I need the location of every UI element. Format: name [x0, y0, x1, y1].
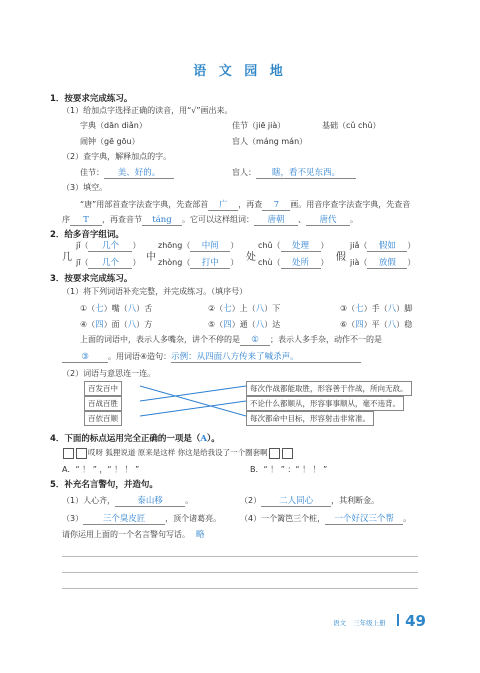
blank-square — [63, 448, 74, 459]
idiom-answer: 四 — [355, 320, 364, 330]
radical-answer: 广 — [208, 198, 238, 211]
s1-fill-line-2 — [62, 213, 358, 226]
pinyin: jī（ — [76, 258, 89, 267]
idiom-4 — [80, 318, 152, 330]
idiom-answer: 八 — [127, 320, 137, 330]
match-line-1 — [140, 386, 246, 416]
paren: ） — [407, 241, 416, 250]
word-answer-1: 唐朝 — [254, 213, 298, 226]
mang-label: 盲人： — [232, 168, 256, 177]
proverb-text: （2） — [240, 496, 262, 505]
idiom-answer: 八 — [387, 320, 397, 330]
writing-line-1 — [62, 556, 418, 557]
idiom-text: ⑤（ — [208, 320, 224, 329]
line-text: 。用词语④造句： — [108, 352, 172, 361]
footer-grade: 三年级上册 — [353, 619, 386, 627]
paren: ） — [230, 258, 239, 267]
idiom-3 — [340, 302, 412, 314]
line-text: ；表示人多手杂，动作不一的是 — [270, 335, 382, 344]
word-answer: 处所 — [281, 256, 321, 269]
punctuation-sentence — [62, 447, 294, 459]
fill-text: 。它可以这样组词： — [182, 215, 254, 224]
footer-subject: 语文 — [333, 619, 346, 627]
proverb-2 — [240, 494, 379, 507]
word-answer: 中间 — [190, 239, 230, 252]
footer-divider — [397, 614, 399, 626]
s1-jia — [80, 166, 174, 179]
idiom-answer: 八 — [127, 304, 137, 314]
s1-fill-line-1 — [80, 198, 410, 211]
idiom-answer: 八 — [255, 320, 265, 330]
select-answer-2: ③ — [62, 352, 108, 363]
s3-q1: （1）将下列词语补充完整，并完成练习。（填序号） — [62, 287, 248, 296]
letter-answer: T — [70, 215, 102, 226]
proverb-text: （4）一个篱笆三个桩， — [240, 514, 326, 523]
jia-answer: 美、好的。 — [104, 166, 174, 179]
proverb-answer: 泰山移 — [115, 494, 185, 507]
word-answer: 假如 — [367, 239, 407, 252]
s1-q1: （1）给加点字选择正确的读音，用“√”画出来。 — [62, 106, 233, 115]
paren: ） — [320, 241, 329, 250]
proverb-answer: 略 — [196, 530, 205, 540]
idiom-answer: 八 — [255, 304, 265, 314]
stroke-answer: 7 — [262, 200, 290, 211]
proverb-3 — [62, 512, 221, 525]
s1-r1b: 佳节（jiē jià） — [232, 121, 286, 130]
word-answer-2: 唐代 — [306, 213, 350, 226]
pinyin: chù（ — [258, 258, 281, 267]
writing-line-2 — [62, 572, 418, 573]
fill-text: 画。用音序查字法查字典，先查音 — [290, 200, 411, 209]
fill-text: “唐”用部首查字法查字典，先查部首 — [80, 200, 209, 209]
idiom-text: ）面（ — [103, 320, 128, 329]
char-ji: 几 — [62, 252, 72, 263]
idiom-text: ）嘴（ — [103, 304, 128, 313]
writing-line-3 — [62, 588, 418, 589]
proverb-answer: 二人同心 — [261, 494, 331, 507]
word-answer: 几个 — [88, 239, 132, 252]
s1-r1c: 基础（cǔ chǔ） — [322, 121, 381, 130]
s3-line-2 — [62, 350, 361, 363]
fill-text: ，再查音节 — [102, 215, 142, 224]
section-2-heading: 2．给多音字组词。 — [50, 230, 124, 240]
proverb-text: （1）人心齐， — [62, 496, 116, 505]
match-line-2 — [140, 386, 246, 401]
s1-q2: （2）查字典，解释加点的字。 — [62, 152, 172, 161]
footer-info — [333, 618, 386, 627]
idiom-text: ②（ — [208, 304, 224, 313]
proverb-text: 。 — [403, 514, 412, 523]
fill-text: ，再查 — [238, 200, 263, 209]
match-right-1: 每次作战都能取胜，形容善于作战，所向无敌。 — [246, 381, 412, 396]
fill-text: 序 — [62, 215, 70, 224]
idiom-text: ⑥（ — [340, 320, 356, 329]
proverb-text: 。 — [185, 496, 194, 505]
idiom-1 — [80, 302, 152, 314]
idiom-text: ）通（ — [231, 320, 256, 329]
pinyin: jià（ — [350, 258, 368, 267]
idiom-text: ）手（ — [363, 304, 388, 313]
s3-line-1 — [80, 334, 382, 346]
section-4-heading — [50, 432, 220, 444]
fill-text: 、 — [298, 215, 306, 224]
fill-text: 。 — [350, 215, 358, 224]
proverb-answer: 一个好汉三个帮 — [325, 512, 403, 525]
s1-r2a: 闹钟（gē gōu） — [80, 137, 140, 146]
blank-square — [76, 448, 87, 459]
match-lines — [140, 380, 246, 426]
char-chu: 处 — [246, 252, 256, 263]
paren: ） — [407, 258, 416, 267]
pinyin: zhōng（ — [158, 241, 191, 250]
proverb-text: ，其利断金。 — [331, 496, 380, 505]
char-zhong: 中 — [146, 252, 156, 263]
word-answer: 几个 — [88, 256, 132, 269]
proverb-4 — [240, 512, 411, 525]
select-answer-1: ① — [240, 335, 270, 346]
option-b: B．“ ！ ” ：“ ！ ！ ” — [250, 465, 328, 474]
match-right-2: 不论什么都顺从，形容事事顺从，毫不违背。 — [246, 396, 404, 411]
idiom-text: ）上（ — [231, 304, 256, 313]
section-5-heading: 5．补充名言警句，并造句。 — [50, 480, 158, 490]
match-left-2: 百战百胜 — [84, 396, 122, 411]
idiom-answer: 四 — [223, 320, 232, 330]
s4-answer: A — [200, 434, 208, 444]
sentence-answer: 示例：从四面八方传来了喊杀声。 — [171, 350, 361, 363]
s1-mang — [232, 166, 356, 179]
idiom-text: ）稳 — [396, 320, 413, 329]
idiom-answer: 四 — [95, 320, 104, 330]
char-jia: 假 — [336, 252, 346, 263]
idiom-text: ）脚 — [396, 304, 413, 313]
idiom-5 — [208, 318, 280, 330]
proverb-1 — [62, 494, 193, 507]
idiom-text: ④（ — [80, 320, 96, 329]
proverb-text: 请你运用上面的一个名言警句写话。 — [62, 530, 190, 539]
idiom-text: ）舌 — [136, 304, 153, 313]
proverb-text: （3） — [62, 514, 84, 523]
s4-heading-close: ）。 — [207, 434, 220, 444]
idiom-answer: 八 — [387, 304, 397, 314]
match-left-1: 百发百中 — [84, 381, 122, 396]
s1-q3: （3）填空。 — [62, 183, 108, 192]
paren: ） — [132, 241, 141, 250]
paren: ） — [230, 241, 239, 250]
word-answer: 打中 — [190, 256, 230, 269]
sentence-text: 哎呀 狐狸说道 原来是这样 你这是给我设了一个圈套啊 — [88, 448, 268, 457]
page-title: 语 文 园 地 — [193, 64, 287, 79]
idiom-text: ）方 — [136, 320, 153, 329]
s1-r1a: 字典（dān diǎn） — [80, 121, 147, 130]
pinyin: jǐ（ — [76, 241, 89, 250]
idiom-text: ③（ — [340, 304, 356, 313]
section-3-heading: 3．按要求完成练习。 — [50, 274, 133, 284]
blank-square — [282, 448, 293, 459]
idiom-answer: 七 — [355, 304, 364, 314]
match-right-3: 每次都命中目标，形容射击非常准。 — [246, 411, 374, 426]
idiom-text: ）下 — [264, 304, 281, 313]
paren: ） — [132, 258, 141, 267]
idiom-text: ①（ — [80, 304, 96, 313]
proverb-answer: 三个臭皮匠 — [83, 512, 165, 525]
pinyin: chǔ（ — [258, 241, 281, 250]
idiom-answer: 七 — [95, 304, 104, 314]
option-a: A．“ ！ ” ，“ ！ ！ ” — [62, 465, 140, 474]
section-1-heading: 1．按要求完成练习。 — [50, 94, 133, 104]
blank-square — [269, 448, 280, 459]
mang-answer: 瞎，看不见东西。 — [256, 166, 356, 179]
match-line-3 — [140, 401, 246, 416]
proverb-5 — [62, 528, 205, 540]
s1-r2b: 盲人（máng mán） — [232, 137, 308, 146]
idiom-2 — [208, 302, 280, 314]
word-answer: 处理 — [281, 239, 321, 252]
idiom-text: ）平（ — [363, 320, 388, 329]
idiom-answer: 七 — [223, 304, 232, 314]
pinyin: jiǎ（ — [350, 241, 368, 250]
s4-heading-text: 4．下面的标点运用完全正确的一项是（ — [50, 434, 201, 444]
s3-q2: （2）词语与意思连一连。 — [62, 369, 156, 378]
syllable-answer: táng — [142, 215, 182, 226]
idiom-text: ）达 — [264, 320, 281, 329]
jia-label: 佳节： — [80, 168, 104, 177]
idiom-6 — [340, 318, 412, 330]
paren: ） — [320, 258, 329, 267]
pinyin: zhòng（ — [158, 258, 191, 267]
page-number: 49 — [405, 612, 426, 630]
line-text: 上面的词语中，表示人多嘴杂，讲个不停的是 — [80, 335, 240, 344]
match-left-3: 百依百顺 — [84, 411, 122, 426]
word-answer: 放假 — [367, 256, 407, 269]
proverb-text: ，顶个诸葛亮。 — [165, 514, 222, 523]
